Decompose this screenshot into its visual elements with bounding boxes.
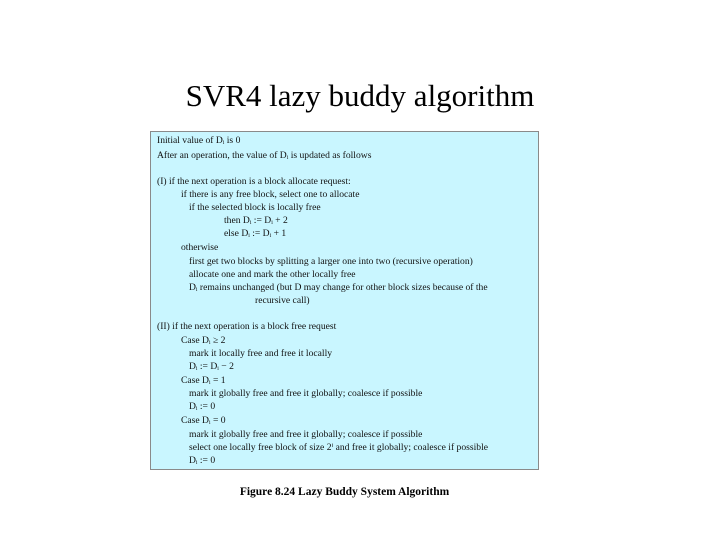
figure-line-case-free: (II) if the next operation is a block free request (157, 321, 337, 332)
slide-title: SVR4 lazy buddy algorithm (185, 78, 535, 113)
figure-line-split-blocks: first get two blocks by splitting a larger one into two (recursive operation) (189, 256, 473, 267)
figure-line-update-rule: After an operation, the value of Dᵢ is updated as follows (157, 150, 372, 161)
figure-line-case-one: Case Dᵢ = 1 (181, 375, 226, 386)
figure-line-minus-two: Dᵢ := Dᵢ − 2 (189, 361, 234, 372)
figure-line-case-ge-two: Case Dᵢ ≥ 2 (181, 335, 226, 346)
figure-line-mark-globally-free-b: mark it globally free and free it globally; coalesce if possible (189, 429, 423, 440)
figure-line-mark-locally-free: mark it locally free and free it locally (189, 348, 333, 359)
figure-line-recursive-call: recursive call) (255, 295, 310, 306)
figure-line-select-locally-free: select one locally free block of size 2ⁱ and free it globally; coalesce if possible (189, 442, 489, 453)
figure-line-allocate-one: allocate one and mark the other locally free (189, 269, 356, 280)
figure-line-if-locally-free: if the selected block is locally free (189, 202, 321, 213)
figure-line-if-free-block: if there is any free block, select one to allocate (181, 189, 360, 200)
figure-line-set-zero-a: Dᵢ := 0 (189, 401, 216, 412)
algorithm-figure (150, 131, 539, 470)
figure-line-mark-globally-free-a: mark it globally free and free it globally; coalesce if possible (189, 388, 423, 399)
figure-caption: Figure 8.24 Lazy Buddy System Algorithm (239, 486, 450, 498)
figure-line-d-unchanged: Dᵢ remains unchanged (but D may change for other block sizes because of the (189, 282, 488, 293)
figure-line-else-plus-one: else Dᵢ := Dᵢ + 1 (224, 228, 287, 239)
figure-line-initial-value: Initial value of Dᵢ is 0 (157, 135, 241, 146)
figure-line-then-plus-two: then Dᵢ := Dᵢ + 2 (224, 215, 288, 226)
figure-line-case-allocate: (I) if the next operation is a block allocate request: (157, 176, 351, 187)
figure-line-set-zero-b: Dᵢ := 0 (189, 455, 216, 466)
figure-line-case-zero: Case Dᵢ = 0 (181, 415, 226, 426)
figure-line-otherwise: otherwise (181, 242, 219, 253)
